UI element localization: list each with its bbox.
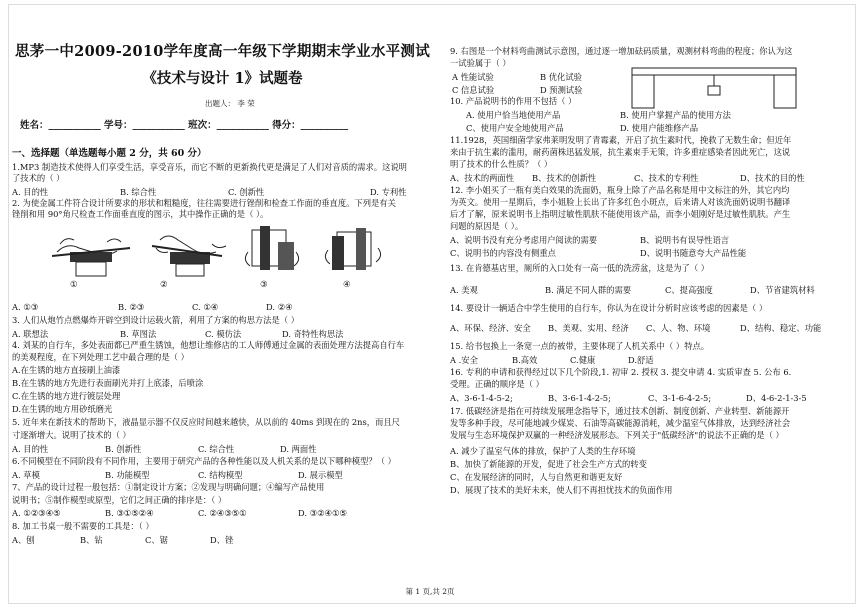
- q2-figure-label-3: ③: [260, 279, 268, 289]
- q5-option-a: A. 目的性: [12, 444, 49, 454]
- q17-text: 17. 低碳经济是指在可持续发展理念指导下，通过技术创新、制度创新、产业转型、新能源开: [450, 406, 790, 416]
- q2-option-a: A. ①③: [12, 302, 39, 312]
- q6-option-a: A. 草模: [12, 470, 40, 480]
- q2-figure-4: [325, 228, 380, 270]
- q17-option-d: D、展现了技术的美好未来，使人们不再担忧技术的负面作用: [450, 485, 673, 495]
- q2-figure-1: [52, 239, 130, 276]
- q4-text-cont: 的美观程度，在下列处理工艺中最合理的是（ ）: [12, 352, 189, 362]
- author-line: 出题人： 李 荣: [205, 99, 255, 108]
- q4-option-b: B.在生锈的地方先进行表面刷光并打上底漆，后喷涂: [12, 378, 204, 388]
- q2-option-b: B. ②③: [118, 302, 145, 312]
- q9-option-c: C 信息试验: [452, 85, 495, 95]
- q13-text: 13. 在肯德基店里，厕所的入口处有一高一低的洗涝盆，这是为了（ ）: [450, 263, 710, 273]
- q17-option-c: C、在发展经济的同时，人与自然更和谐更友好: [450, 472, 623, 482]
- q12-text: 12. 李小姐买了一瓶有美白效果的洗面奶，瓶身上除了产品名称是用中文标注的外，其它内均: [450, 185, 790, 195]
- q3-text: 3. 人们从炮竹点燃爆炸开辟空到设计运载火箭，利用了方案的构思方法是（ ）: [12, 315, 299, 325]
- q7-option-c: C. ②④③⑤①: [198, 508, 247, 518]
- q2-option-d: D. ②④: [266, 302, 293, 312]
- q12-text-cont2: 后才了解，原来说明书上指明过敏性肌肤不能使用该产品，而李小姐刚好是过敏性肌肤。产生: [450, 209, 791, 219]
- q12-text-cont3: 问题的原因是（ ）。: [450, 221, 524, 231]
- q1-option-c: C. 创新性: [228, 187, 265, 197]
- q15-option-d: D.舒适: [628, 355, 654, 365]
- q1-option-d: D. 专利性: [370, 187, 407, 197]
- q2-option-c: C. ①④: [192, 302, 219, 312]
- q5-option-d: D. 两面性: [280, 444, 317, 454]
- q7-option-a: A. ①②③④⑤: [12, 508, 61, 518]
- q16-text: 16. 专利的申请和获得经过以下几个阶段,1. 初审 2. 授权 3. 提交申请 4. 实质审查 5. 公布 6.: [450, 367, 792, 377]
- q2-figure-3: [245, 226, 298, 270]
- exam-title: 思茅一中2009-2010学年度高一年级下学期期末学业水平测试: [14, 43, 431, 60]
- q3-option-c: C. 模仿法: [205, 329, 242, 339]
- q17-option-a: A. 减少了温室气体的排放，保护了人类的生存环境: [450, 446, 636, 456]
- q8-option-a: A、刨: [12, 535, 35, 545]
- q11-text: 11.1928，英国细菌学家弗莱明发明了青霉素，开启了抗生素时代，挽救了无数生命；但近年: [450, 135, 792, 145]
- q8-option-d: D、锉: [210, 535, 234, 545]
- q8-option-b: B、钻: [80, 535, 103, 545]
- q2-figure-label-4: ④: [343, 279, 351, 289]
- q14-option-a: A、环保、经济、安全: [450, 323, 531, 333]
- q17-text-cont2: 发展与生态环境保护双赢的一种经济发展形态。下列关于"低碳经济"的说法不正确的是（ ）: [450, 430, 784, 440]
- q11-text-cont: 来由于抗生素的滥用，耐药菌株迅猛发展，抗生素束手无策，许多重症感染者因此死亡，这说: [450, 147, 791, 157]
- q13-option-c: C、提高强度: [665, 285, 713, 295]
- q10-text: 10. 产品说明书的作用不包括（ ）: [450, 96, 577, 106]
- q10-option-c: C、使用户安全地使用产品: [466, 123, 564, 133]
- q8-text: 8. 加工书桌一般不需要的工具是：（ ）: [12, 521, 154, 531]
- q2-figures: [52, 222, 422, 290]
- q14-option-c: C、人、物、环境: [646, 323, 711, 333]
- q14-option-b: B、美观、实用、经济: [548, 323, 629, 333]
- q13-option-d: D、节省建筑材料: [750, 285, 815, 295]
- q4-option-a: A.在生锈的地方直接刷上油漆: [12, 365, 121, 375]
- q7-text-cont: 说明书；⑤制作模型或原型，它们之间正确的排序是：（ ）: [12, 495, 227, 505]
- q11-option-c: C、技术的专利性: [634, 173, 699, 183]
- student-info-fields: 姓名：___________ 学号：___________ 班次：___________ 得分：__________: [20, 120, 349, 131]
- q10-option-d: D. 使用户能维修产品: [620, 123, 699, 133]
- q11-option-d: D、技术的目的性: [740, 173, 805, 183]
- q16-option-c: C、3-1-6-4-2-5;: [648, 393, 712, 403]
- q15-option-c: C.健康: [570, 355, 596, 365]
- q2-figure-label-2: ②: [160, 279, 168, 289]
- q2-text: 2. 为使金属工件符合设计所要求的形状和粗糙度，往往需要进行锉削和检查工作面的垂直度。下列是有关: [12, 198, 396, 208]
- q11-option-a: A、技术的两面性: [450, 173, 515, 183]
- q7-option-b: B. ③①⑤②④: [105, 508, 154, 518]
- q6-option-c: C. 结构模型: [198, 470, 243, 480]
- q8-option-c: C、锯: [145, 535, 168, 545]
- q13-option-a: A. 美观: [450, 285, 478, 295]
- q9-option-a: A 性能试验: [452, 72, 494, 82]
- q10-option-b: B. 使用户掌握产品的使用方法: [620, 110, 731, 120]
- q16-text-cont: 受理。正确的顺序是（ ）: [450, 379, 544, 389]
- q4-option-c: C.在生锈的地方进行镀层处理: [12, 391, 121, 401]
- q1-option-a: A. 目的性: [12, 187, 49, 197]
- q14-option-d: D、结构、稳定、功能: [740, 323, 822, 333]
- q5-text: 5. 近年来在新技术的帮助下，液晶显示器不仅反应时间越来越快，从以前的 40ms 到现在的 2ns，而且尺: [12, 417, 400, 427]
- q2-figure-2: [152, 236, 226, 276]
- q12-option-c: C、说明书的内容没有侧重点: [450, 248, 556, 258]
- q12-option-d: D、说明书随意夸大产品性能: [640, 248, 747, 258]
- q3-option-d: D. 奇特性构思法: [282, 329, 344, 339]
- q15-option-a: A .安全: [450, 355, 478, 365]
- q15-option-b: B.高效: [512, 355, 538, 365]
- q9-option-b: B 优化试验: [540, 72, 582, 82]
- page-footer: 第 1 页,共 2页: [405, 587, 455, 596]
- q5-text-cont: 寸逐渐增大。说明了技术的（ ）: [12, 430, 131, 440]
- q4-option-d: D.在生锈的地方用砂纸磨光: [12, 404, 113, 414]
- q16-option-b: B、3-6-1-4-2-5;: [548, 393, 611, 403]
- q3-option-a: A. 联想法: [12, 329, 49, 339]
- q12-text-cont: 为英文。使用一星期后，李小姐脸上长出了许多红色小斑点，后来请人对该洗面奶说明书翻译: [450, 197, 791, 207]
- q17-text-cont: 发等多种手段，尽可能地减少煤炭、石油等高碳能源消耗，减少温室气体排放，达到经济社会: [450, 418, 791, 428]
- section-heading: 一、选择题（单选题每小题 2 分，共 60 分）: [12, 148, 207, 159]
- q12-option-b: B、说明书有误导性语言: [640, 235, 730, 245]
- q7-text: 7、产品的设计过程一般包括：①制定设计方案；②发现与明确问题；④编写产品使用: [12, 482, 325, 492]
- q9-text: 9. 右图是一个材料弯曲测试示意图，通过逐一增加砝码质量，观测材料弯曲的程度；你认为这: [450, 46, 793, 56]
- q10-option-a: A. 使用户恰当地使用产品: [466, 110, 561, 120]
- q5-option-b: B. 创新性: [105, 444, 142, 454]
- q16-option-a: A、3-6-1-4-5-2;: [450, 393, 513, 403]
- q6-option-d: D. 展示模型: [298, 470, 343, 480]
- q4-text: 4. 刘某的自行车，多处表面都已严重生锈蚀，他想让维修店的工人师傅通过金属的表面处理方法提高自行车: [12, 340, 405, 350]
- q3-option-b: B. 草图法: [120, 329, 157, 339]
- bending-test-figure: [630, 62, 800, 110]
- q6-text: 6.不同模型在不同阶段有不同作用，主要用于研究产品的各种性能以及人机关系的是以下哪种模型？（ ）: [12, 456, 396, 466]
- q16-option-d: D、4-6-2-1-3-5: [746, 393, 807, 403]
- q9-option-d: D 预测试验: [540, 85, 583, 95]
- q2-figure-label-1: ①: [70, 279, 78, 289]
- q14-text: 14. 要设计一辆适合中学生使用的自行车，你认为在设计分析时应该考虑的因素是（ ）: [450, 303, 768, 313]
- q1-text: 1.MP3 制造技术使得人们享受生活，享受音乐，而它不断的更新换代更是满足了人们对音质的需求。这说明: [12, 162, 407, 172]
- exam-subtitle: 《技术与设计 1》试题卷: [142, 70, 303, 87]
- q5-option-c: C. 综合性: [198, 444, 235, 454]
- q15-text: 15. 给书包换上一条宽一点的被带，主要体现了人机关系中（ ）特点。: [450, 341, 710, 351]
- q11-text-cont2: 明了技术的什么性质？（ ）: [450, 159, 553, 169]
- q1-text-cont: 了技术的（ ）: [12, 173, 65, 183]
- q17-option-b: B、加快了新能源的开发，促进了社会生产方式的转变: [450, 459, 647, 469]
- q6-option-b: B. 功能模型: [105, 470, 150, 480]
- q12-option-a: A、说明书没有充分考虑用户阅读的需要: [450, 235, 598, 245]
- q11-option-b: B、技术的创新性: [532, 173, 597, 183]
- q1-option-b: B. 综合性: [120, 187, 157, 197]
- q13-option-b: B. 满足不同人群的需要: [545, 285, 632, 295]
- q7-option-d: D. ③②④①⑤: [298, 508, 347, 518]
- q9-text-cont: 一试验属于（ ）: [450, 58, 511, 68]
- q2-text-cont: 锉削和用 90°角尺检查工作面垂直度的图示，其中操作正确的是（ ）。: [12, 209, 269, 219]
